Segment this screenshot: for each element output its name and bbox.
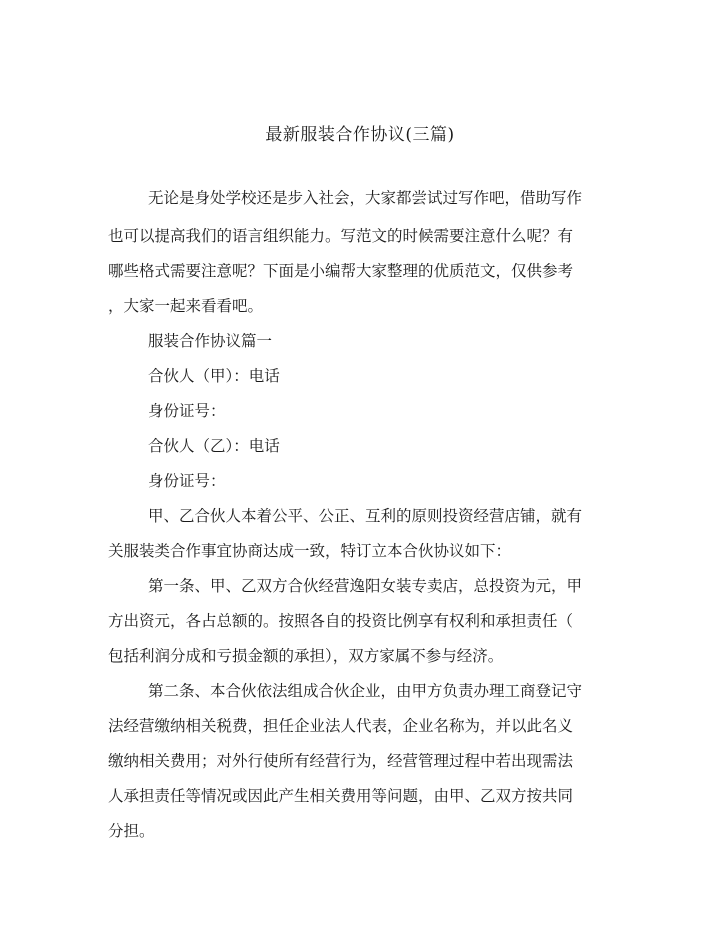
text-line: 身份证号： (148, 402, 226, 420)
text-line: 无论是身处学校还是步入社会，大家都尝试过写作吧，借助写作 (148, 189, 583, 207)
text-line: 第一条、甲、乙双方合伙经营逸阳女装专卖店，总投资为元，甲 (148, 577, 583, 595)
text-line: 关服装类合作事宜协商达成一致，特订立本合伙协议如下： (108, 542, 512, 560)
document-title: 最新服装合作协议(三篇) (265, 125, 455, 145)
text-line: 包括利润分成和亏损金额的承担），双方家属不参与经济。 (108, 647, 504, 665)
text-line: 合伙人（乙）：电话 (148, 437, 280, 455)
section-heading: 服装合作协议篇一 (148, 332, 273, 350)
text-line: 分担。 (108, 822, 155, 840)
text-line: 甲、乙合伙人本着公平、公正、互利的原则投资经营店铺，就有 (148, 507, 583, 525)
text-line: 身份证号： (148, 472, 226, 490)
text-line: ，大家一起来看看吧。 (108, 297, 264, 315)
text-line: 人承担责任等情况或因此产生相关费用等问题，由甲、乙双方按共同 (108, 787, 574, 805)
text-line: 第二条、本合伙依法组成合伙企业，由甲方负责办理工商登记守 (148, 682, 583, 700)
text-line: 方出资元，各占总额的。按照各自的投资比例享有权利和承担责任（ (108, 612, 574, 630)
text-line: 合伙人（甲）：电话 (148, 367, 280, 385)
text-line: 也可以提高我们的语言组织能力。写范文的时候需要注意什么呢？有 (108, 227, 574, 245)
text-line: 缴纳相关费用；对外行使所有经营行为，经营管理过程中若出现需法 (108, 752, 574, 770)
text-line: 哪些格式需要注意呢？下面是小编帮大家整理的优质范文，仅供参考 (108, 262, 574, 280)
text-line: 法经营缴纳相关税费，担任企业法人代表，企业名称为，并以此名义 (108, 717, 574, 735)
